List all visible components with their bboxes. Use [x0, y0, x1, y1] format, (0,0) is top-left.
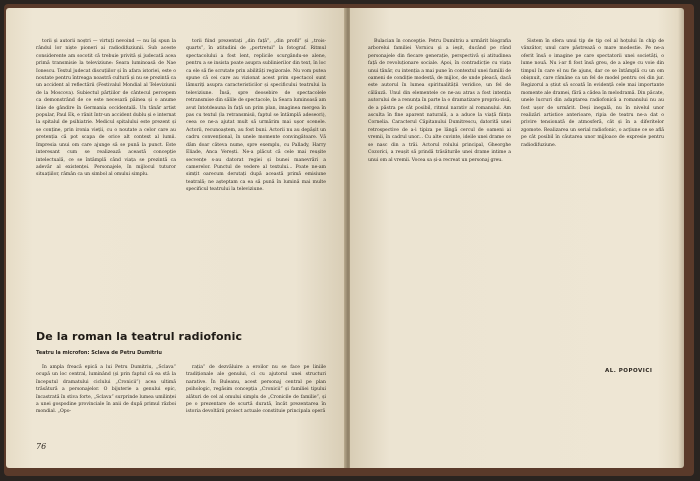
left-column-1 [36, 38, 176, 306]
left-top-columns [36, 38, 326, 306]
right-column-1-text: Bulacian în concepție. Petru Dumitriu a urmărit biografia arborelui familiei Vornicu și a ieșit, ducând pe rând personajele din fiecare generație, perspectivă și atitudinea față de revoluționare sociale. Apoi, în contradicție cu viața unui tânăr, cu intenția a mai pune în contextul unei familii de oameni de condiție modestă, de mijloc, de unde pleacă, dacă este autorul în lumea spiritualității veridice, un fel de călăuză. Unul din elementele ce ne-au atras a fost intenția autorului de a renunța în parte la o dramatizare propriu-zisă, de a păstra pe cât posibil, ritmul narativ al romanului. Am asculta în fine aparent naturală, a a aduce la viață ființa Cornelia. Caracterul Căpitanului Dumitrescu, datorită unei retrospective de a-i tipiza pe lângă cercul de oameni ai vremii, în cadrul unor... Cu alte cuvinte, ideile unei drame ce se nasc din a trăi. Actorul rolului principal, Gheorghe Cozorici, a reușit să prindă trăsăturile unei drame intime a unui om al vremii. Vocea sa și-a recreat un personaj greu. [368, 39, 511, 163]
page-number: 76 [36, 442, 47, 451]
right-page [350, 8, 684, 468]
left-bottom-column-2 [186, 364, 326, 434]
left-bottom-columns [36, 364, 326, 434]
left-column-2-text: torii fiind prezentați „din față”, „din profil” și „trois-quarts”, în atitudini de „portretul” la fotograf. Ritmul spectacolului a fost lent, replicile scurgându-se alene, pentru a se insista poate asupra sublinierilor din text, în loc ca ele să fie scrutate prin abilități regizorale. Nu vom putea spune că cei care au vizionat acest prim spectacol sunt lămuriți asupra caracteristicilor și specificului teatrului la televiziune. Însă, spre deosebire de spectacolele retransmise din sălile de spectacole, la Seara luminoasă am avut întotdeauna în față un prim plan, imaginea mergea în pas cu textul (la retransmisii, faptul se întâmplă adeseori), ceea ce ne-a ajutat mult să urmărim mai ușor scenele. Actorii, recunoaștem, au fost buni. Actorii nu au depășit un cadru convențional, în unele momente convingătoare. Vă dăm doar câteva nume, spre exemplu, cu Pallady, Harry Eliade, Anca Verești. Ne-a plăcut că cele mai reușite secvențe s-au datorat regiei și bunei manevrări a camerelor. Punctul de vedere al textului... Poate ne-am simțit oarecum derutați după această primă emisiune teatrală; ne așteptam ca ea să pună în lumină mai multe specificul teatrului la televiziune. [186, 39, 326, 193]
right-column-1 [368, 38, 511, 368]
article-heading: De la roman la teatrul radiofonic [36, 330, 243, 343]
left-bottom-column-2-text: rația” de dezvăluire a eroilor nu se face pe liniile tradiționale ale genului, ci cu ajutorul unei structuri narative. În Buleanu, acest personaj central pe plan psihologic, regăsim concepția „Cronicii” și familiei tipului alături de cel al omului simplu de „Cronicile de familie”, și pe o prezentare de scurtă durată, încât prezentarea în istoria devoltării proiect actuale constituie principala operă [186, 365, 326, 415]
right-columns [368, 38, 664, 368]
page-edge-shadow [678, 8, 684, 468]
left-page [6, 8, 346, 468]
left-bottom-column-1-text: În ampla freacă epică a lui Petru Dumitriu, „Sclava” ocupă un loc central, luminând (și prin faptul că ea stă la începutul dramatului ciclului „Cronicii”) acea ultimă trăsătură a personajelor. O bijuterie a genului epic, încastrată în stiva forte, „Sclava” surprinde lumea umilinței a unei gospodine provinciale în anii de după primul război mondial. „Opo- [36, 365, 176, 415]
right-column-2-text: Sistem în sfera unui tip de tip cel al hoțului în chip de vânzător, unul care păstrează o mare modestie. Pe ne-a oferit însă o imagine pe care spectatorii unei societăți, o lume nouă. Nu i-ar fi fost însă greu, de a alege cu voie din timpul în care el nu fie ajuns, dar ce se întâmplă cu un om obișnuit, care rămâne ca un fel de model pentru cei din jur. Regizorul a știut să scoată în evidență cele mai importante momente ale dramei, fără a cădea în melodramă. Din păcate, unele lucruri din adaptarea radiofonică a romanului nu au fost ușor de urmărit. Deși inegală, nu în nivelul unor realizări artistice anterioare, ripia de teatru ne-a dat o privire tensionată de atmosferă, cât și în a diferitelor zgomote. Realizarea un serial radiofonic, o acțiune ce se află pe cât posibil în căutarea unor mijloace de expresie pentru radiodifuziune. [521, 39, 664, 148]
author-signature: AL. POPOVICI [605, 368, 653, 374]
right-column-2 [521, 38, 664, 368]
article-subheading: Teatru la microfon: Sclava de Petru Dumitriu [36, 350, 162, 356]
left-column-2 [186, 38, 326, 306]
left-column-1-text: torii și autorii noștri — virtuți nevoind — nu își spun la rândul lor niște pioneri ai radiodifuziunii. Sub aceste considerente am socotit că trebuie privită și judecată acea primă transmisie la televiziune: Seara luminoasă de Nae Ionescu. Textul judecat discuțiilor și în afara istoriei, este o noutate pentru întreaga noastră cultură și nu se prezintă ca un accident al reflectării (Festivalul Mondial al Televiziunii de la Moscova). Subiectul părțiilor de cântecul percepem ca demonstrând de ce este necesară pâinea și o anume linie de gândire în Germania occidentală. Un tânăr artist popular, Paul Ek, e rănit într-un accident dublu și e internat la spitalul de psihiatrie. Medicul spitalului este prezent și se conține, prin ironia vieții, cu o noutate a celor care au pretenția că pot scapa de orice alt context al lumii. Impresia unui om care ajunge să se pună la punct. Este interesant cum se realizează această concepție intelectuală, ce se întâmplă când viața se prezintă ca adevăr al existenței. Personajele, în mijlocul tuturor situațiilor, rămân ca un simbol al omului simplu. [36, 39, 176, 178]
left-bottom-column-1 [36, 364, 176, 434]
